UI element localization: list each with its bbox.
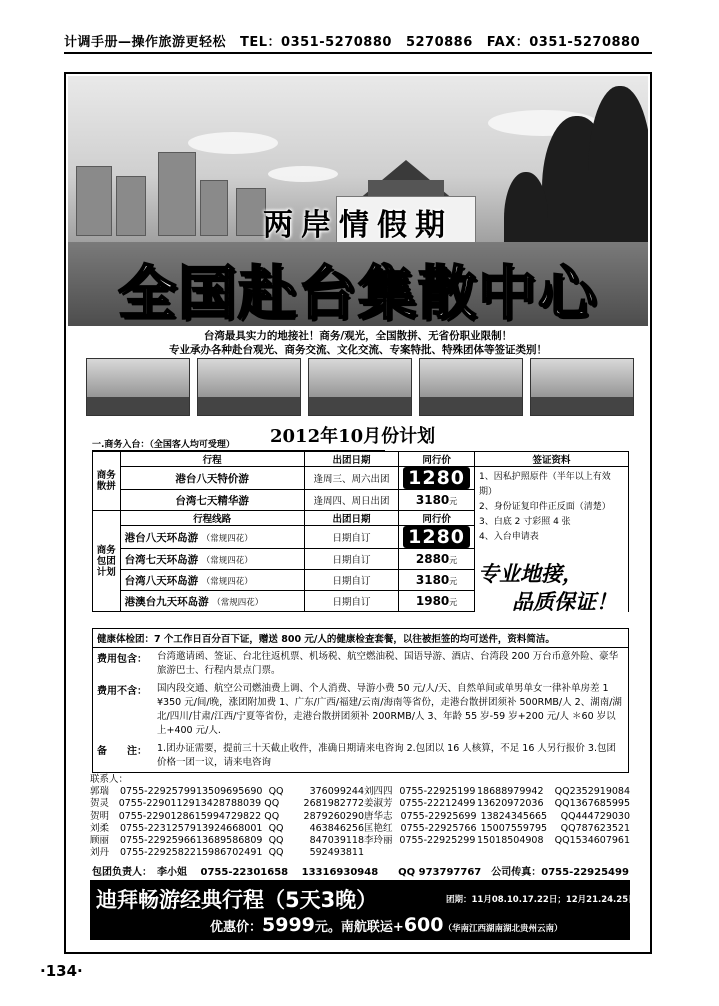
contact-row [90, 811, 364, 823]
section-label: 一.商务入台：（全国客人均可受理） [92, 437, 385, 451]
tour-price: 3180 [415, 493, 450, 507]
tour-note: （常规四花） [201, 555, 253, 566]
contact-mobile: 13689586809 [195, 835, 263, 847]
contact-tel: 0755-22925299 [399, 835, 476, 847]
table-row [93, 467, 629, 490]
dubai-regions: （华南江西湖南湖北贵州云南） [443, 924, 563, 934]
dubai-price: 5999 [262, 914, 315, 936]
photo-gate [419, 358, 523, 416]
contact-name: 郭瑞 [90, 786, 110, 798]
tour-name: 台湾七天精华游 [120, 490, 304, 511]
fees-excluded-label: 费用不含： [97, 686, 147, 697]
dubai-addon-price: 600 [403, 914, 444, 936]
contact-name: 匡艳红 [364, 822, 393, 834]
page-number: ·134· [40, 962, 83, 980]
contact-row [90, 847, 364, 859]
header-brand: 计调手册—操作旅游更轻松 [64, 35, 227, 50]
contact-qq: 2681982772 [303, 798, 364, 810]
contact-mobile: 15986702491 [195, 847, 263, 859]
fees-included-text: 台湾邀请函、签证、台北往返机票、机场税、航空燃油税、国语导游、酒店、台湾段 200 万台币意外险、豪华旅游巴士、行程内景点门票。 [157, 651, 619, 676]
contacts-right-column [364, 786, 630, 859]
dubai-price-mid: 元。南航联运+ [314, 920, 404, 935]
fees-remark-text: 1.团办证需要，提前三十天截止收件，准确日期请来电咨询 2.包团以 16 人核算，不足 16 人另行报价 3.包团价格一团一议，请来电咨询 [157, 743, 616, 768]
price-badge: 1280 [403, 526, 470, 548]
dubai-price-line [210, 914, 563, 936]
group-label-scatter: 商务散拼 [93, 452, 121, 511]
contact-row [364, 823, 630, 835]
hero-title: 全国赴台集散中心 [117, 259, 598, 326]
visa-item: 2、身份证复印件正反面（清楚） [479, 502, 611, 512]
contact-tel: 0755-22925766 [400, 822, 477, 834]
contact-name: 唐华志 [364, 810, 393, 822]
contact-row [90, 823, 364, 835]
tour-name: 港台八天特价游 [120, 467, 304, 490]
dubai-headline: 迪拜畅游经典行程（5天3晚） [96, 888, 378, 912]
tour-price: 1980 [415, 594, 450, 608]
tour-price: 3180 [415, 573, 450, 587]
contact-row [364, 798, 630, 810]
fees-excluded-text: 国内段交通、航空公司燃油费上调、个人消费、导游小费 50 元/人/天、自然单间或单男单女一律补单房差 1 ¥350 元/间/晚，涨团附加费 1、广东/广西/福建/云南/海南等省份，走港台散拼团须补 500RMB/人 2、湖南/湖北/四川/甘肃/江西/宁夏等省份，走港台散拼团须补 200RMB/人 3、年龄 55 岁-59 岁+200 元/人 ＊60 岁以上+400 元/人. [157, 683, 622, 736]
photo-strip [86, 358, 634, 416]
fees-box [92, 647, 629, 773]
contact-qq-label: QQ [264, 798, 280, 810]
contact-mobile: 18688979942 [477, 786, 544, 798]
dubai-price-prefix: 优惠价： [210, 920, 263, 935]
contact-qq: QQ787623521 [560, 822, 630, 834]
contact-qq: 463846256 [309, 822, 364, 834]
fees-included [93, 648, 628, 680]
header-tel: TEL：0351-5270880 [240, 35, 392, 50]
contact-qq-label: QQ [268, 822, 284, 834]
contact-name: 刘柔 [90, 822, 110, 834]
contacts-lead: 联系人： [90, 774, 129, 785]
contacts-section [90, 774, 630, 859]
contact-qq-label: QQ [268, 786, 284, 798]
fees-remark [93, 740, 628, 772]
contact-mobile: 13620972036 [477, 798, 544, 810]
slogan-line-2: 专业承办各种赴台观光、商务交流、文化交流、专案特批、特殊团体等签证类别！ [169, 344, 547, 356]
contact-qq: 2879260290 [303, 810, 364, 822]
contact-qq: QQ1534607961 [554, 835, 631, 847]
contact-qq: 847039118 [309, 835, 364, 847]
tour-date: 逢周三、周六出团 [304, 467, 398, 490]
contact-tel: 0755-22925699 [400, 810, 477, 822]
contact-qq: 592493811 [309, 847, 364, 859]
contact-tel: 0755-22925199 [399, 786, 476, 798]
fees-included-label: 费用包含： [97, 654, 147, 665]
contact-tel: 0755-22312579 [119, 822, 196, 834]
promo-line-1: 专业地接， [478, 561, 583, 586]
photo-coast [86, 358, 190, 416]
visa-item: 1、因私护照原件（半年以上有效期） [479, 472, 611, 497]
tour-date: 日期自订 [304, 591, 398, 612]
contact-name: 李玲丽 [364, 835, 393, 847]
plan-title: 2012年10月份计划 [270, 426, 436, 447]
contact-name: 刘丹 [90, 847, 110, 859]
photo-train [308, 358, 412, 416]
tour-name: 港台八天环岛游 [124, 531, 199, 544]
page-header [64, 28, 652, 54]
contact-qq: QQ1367685995 [554, 798, 631, 810]
tour-date: 日期自订 [304, 570, 398, 591]
promo-slogan [478, 560, 628, 618]
contact-tel: 0755-22901129 [118, 798, 195, 810]
contact-name: 刘四四 [364, 786, 393, 798]
contact-tel: 0755-22212499 [399, 798, 476, 810]
currency-unit: 元 [449, 497, 458, 506]
contact-mobile: 13509695690 [195, 786, 263, 798]
header-fax: FAX：0351-5270880 [486, 35, 641, 50]
group-label-charter: 商务包团计划 [93, 511, 121, 612]
currency-unit: 元 [449, 556, 458, 565]
tour-name: 台湾八天环岛游 [124, 574, 199, 587]
photo-lake [530, 358, 634, 416]
contact-mobile: 15007559795 [480, 822, 548, 834]
contact-mobile: 15994729822 [194, 810, 262, 822]
header-price: 同行价 [399, 452, 475, 467]
contact-qq-label: QQ [268, 835, 284, 847]
tour-price: 2880 [415, 552, 450, 566]
contact-row [90, 798, 364, 810]
header-date-2: 出团日期 [304, 511, 398, 526]
slogan-line-1: 台湾最具实力的地接社！商务/观光，全国散拼、无省份职业限制！ [203, 330, 513, 342]
contact-row [90, 835, 364, 847]
tour-note: （常规四花） [201, 576, 253, 587]
tour-date: 逢周四、周日出团 [304, 490, 398, 511]
tour-date: 日期自订 [304, 549, 398, 570]
contact-qq: QQ444729030 [560, 810, 630, 822]
contact-tel: 0755-22925799 [119, 786, 196, 798]
contact-name: 顾丽 [90, 835, 110, 847]
hero-banner [68, 76, 648, 326]
contact-name: 姜淑芳 [364, 798, 393, 810]
fees-excluded [93, 680, 628, 740]
contact-qq-label: QQ [268, 847, 284, 859]
contact-row [90, 786, 364, 798]
photo-mountain [197, 358, 301, 416]
price-badge: 1280 [403, 467, 470, 489]
contact-row [364, 786, 630, 798]
charter-contact-line: 包团负责人： 李小姐 0755-22301658 13316930948 QQ 973797767 公司传真：0755-22925499 [92, 863, 629, 881]
tour-name: 港澳台九天环岛游 [124, 595, 209, 608]
contact-qq: QQ2352919084 [554, 786, 631, 798]
visa-item: 4、入台申请表 [479, 532, 539, 542]
tour-date: 日期自订 [304, 526, 398, 549]
contact-tel: 0755-22925822 [119, 847, 196, 859]
header-route-2: 行程线路 [120, 511, 304, 526]
header-visa: 签证资料 [475, 452, 629, 467]
dubai-banner [90, 880, 646, 940]
currency-unit: 元 [449, 577, 458, 586]
contact-tel: 0755-22925966 [119, 835, 196, 847]
promo-line-2: 品质保证！ [512, 589, 617, 614]
fees-remark-label: 备 注： [97, 746, 147, 757]
visa-item: 3、白底 2 寸彩照 4 张 [479, 517, 571, 527]
contact-mobile: 15018504908 [477, 835, 544, 847]
contacts-left-column [90, 786, 364, 859]
health-check-banner: 健康体检团：7 个工作日百分百下证，赠送 800 元/人的健康检查套餐，以往被拒签的均可送件，资料简洁。 [92, 628, 629, 647]
contact-name: 贺灵 [90, 798, 110, 810]
contact-row [364, 835, 630, 847]
header-route: 行程 [120, 452, 304, 467]
hero-subtitle: 两岸情假期 [263, 208, 453, 243]
tour-note: （常规四花） [212, 597, 264, 608]
contact-tel: 0755-22901286 [118, 810, 195, 822]
contact-name: 贺明 [90, 810, 110, 822]
contact-qq: 376099244 [309, 786, 364, 798]
dubai-dates: 团期：11月08.10.17.22日；12月21.24.25日； [446, 895, 646, 905]
header-date: 出团日期 [304, 452, 398, 467]
header-price-2: 同行价 [399, 511, 475, 526]
table-header-row [93, 452, 629, 467]
currency-unit: 元 [449, 598, 458, 607]
contact-mobile: 13924668001 [195, 822, 263, 834]
header-tel2: 5270886 [405, 35, 473, 50]
contact-mobile: 13428788039 [194, 798, 262, 810]
tour-note: （常规四花） [201, 533, 253, 544]
tour-name: 台湾七天环岛游 [124, 553, 199, 566]
contact-qq-label: QQ [264, 810, 280, 822]
contact-mobile: 13824345665 [480, 810, 548, 822]
contact-row [364, 811, 630, 823]
